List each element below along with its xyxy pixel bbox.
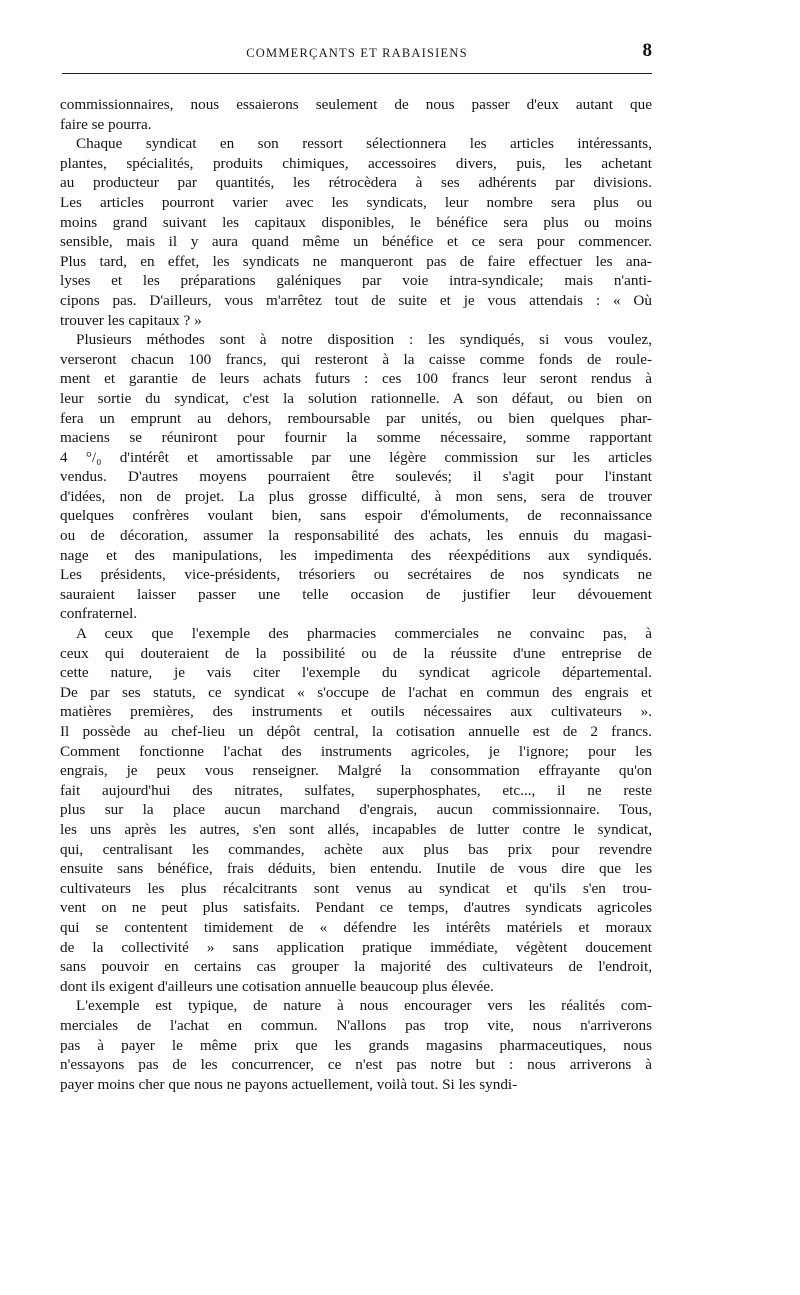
text-line: maciens se réuniront pour fournir la somme nécessaire, somme rapportant (60, 429, 652, 447)
text-line: commissionnaires, nous essaierons seulement de nous passer d'eux autant que (60, 96, 652, 113)
text-line: ceux qui douteraient de la possibilité ou de la réussite d'une entreprise de (60, 644, 652, 662)
text-line: n'essayons pas de les concurrencer, ce n'est pas notre but : nous arriverons à (60, 1056, 652, 1074)
paragraph (60, 996, 652, 1094)
text-line: dont ils exigent d'ailleurs une cotisation annuelle beaucoup plus élevée. (60, 977, 494, 995)
text-line: verseront chacun 100 francs, qui resteront à la caisse comme fonds de roule- (60, 350, 652, 368)
text-line: payer moins cher que nous ne payons actuellement, voilà tout. Si les syndi- (60, 1075, 518, 1093)
text-line: faire se pourra. (60, 115, 152, 133)
header-rule (62, 73, 652, 74)
text-line: De par ses statuts, ce syndicat « s'occupe de l'achat en commun des engrais et (60, 683, 652, 701)
text-line: L'exemple est typique, de nature à nous encourager vers les réalités com- (76, 997, 652, 1015)
text-line: pas à payer le même prix que les grands magasins pharmaceutiques, nous (60, 1036, 652, 1054)
text-line: trouver les capitaux ? » (60, 311, 202, 329)
text-line: vendus. D'autres moyens pourraient être soulevés; il s'agit pour l'instant (60, 468, 652, 486)
text-line: Il possède au chef-lieu un dépôt central, la cotisation annuelle est de 2 francs. (60, 723, 652, 740)
text-line: Les présidents, vice-présidents, trésoriers ou secrétaires de nos syndicats ne (60, 566, 652, 584)
text-line: les uns après les autres, s'en sont allés, incapables de lutter contre le syndicat, (60, 820, 652, 838)
text-line: nage et des manipulations, les impedimenta des réexpéditions aux syndiqués. (60, 546, 652, 564)
text-line: au producteur par quantités, les rétrocèdera à ses adhérents par divisions. (60, 174, 652, 192)
text-line: A ceux que l'exemple des pharmacies commerciales ne convainc pas, à (76, 625, 652, 643)
text-line: leur sortie du syndicat, c'est la solution rationnelle. A son défaut, ou bien on (60, 389, 652, 407)
text-line: cultivateurs les plus récalcitrants sont venus au syndicat et qu'ils s'en trou- (60, 879, 652, 897)
text-line: ensuite sans bénéfice, frais déduits, bien entendu. Inutile de vous dire que les (60, 860, 652, 878)
text-line: merciales de l'achat en commun. N'allons pas trop vite, nous n'arriverons (60, 1016, 652, 1034)
text-line: moins grand suivant les capitaux disponibles, le bénéfice sera plus ou moins (60, 213, 652, 231)
text-line: ment et garantie de leurs achats futurs : ces 100 francs leur seront rendus à (60, 370, 652, 388)
text-line: Plusieurs méthodes sont à notre disposition : les syndiqués, si vous voulez, (76, 331, 652, 349)
paragraph (60, 330, 652, 624)
text-line: quelques confrères voulant bien, sans espoir d'émoluments, de reconnaissance (60, 507, 652, 525)
text-line: Comment fonctionne l'achat des instruments agricoles, je l'ignore; pour les (60, 742, 652, 760)
body-text (60, 95, 652, 1094)
text-line: de la collectivité » sans application pratique immédiate, végètent doucement (60, 938, 652, 956)
paragraph (60, 134, 652, 330)
text-line: 4 °/₀ d'intérêt et amortissable par une légère commission sur les articles (60, 448, 652, 466)
running-title: COMMERÇANTS ET RABAISIENS (246, 46, 468, 60)
text-line: d'idées, non de projet. La plus grosse difficulté, à mon sens, sera de trouver (60, 487, 652, 505)
running-head (62, 40, 652, 70)
paragraph (60, 95, 652, 134)
text-line: sauraient laisser passer une telle occasion de justifier leur dévouement (60, 585, 652, 603)
text-line: qui, centralisant les commandes, achète aux plus bas prix pour revendre (60, 840, 652, 858)
text-line: sans pouvoir en certains cas grouper la majorité des cultivateurs de l'endroit, (60, 958, 652, 976)
text-line: Les articles pourront varier avec les syndicats, leur nombre sera plus ou (60, 193, 652, 211)
text-line: sensible, mais il y aura quand même un bénéfice et ce sera pour commencer. (60, 233, 652, 251)
text-line: vent on ne peut plus satisfaits. Pendant ce temps, d'autres syndicats agricoles (60, 899, 652, 917)
text-line: lyses et les préparations galéniques par voie intra-syndicale; mais n'anti- (60, 272, 652, 290)
page-number: 8 (642, 40, 652, 61)
text-line: Plus tard, en effet, les syndicats ne manqueront pas de faire effectuer les ana- (60, 252, 652, 270)
text-line: plantes, spécialités, produits chimiques, accessoires divers, puis, les achetant (60, 154, 652, 172)
text-line: Chaque syndicat en son ressort sélectionnera les articles intéressants, (76, 135, 652, 153)
text-line: plus sur la place aucun marchand d'engrais, aucun commissionnaire. Tous, (60, 801, 652, 819)
text-line: fait aujourd'hui des nitrates, sulfates, superphosphates, etc..., il ne reste (60, 781, 652, 799)
text-line: confraternel. (60, 605, 138, 623)
text-line: fera un emprunt au dehors, remboursable par unités, ou bien quelques phar- (60, 409, 652, 427)
text-line: cipons pas. D'ailleurs, vous m'arrêtez tout de suite et je vous attendais : « Où (60, 291, 652, 309)
text-line: qui se contentent timidement de « défendre les intérêts matériels et moraux (60, 918, 652, 936)
text-line: cette nature, je vais citer l'exemple du syndicat agricole départemental. (60, 664, 652, 682)
paragraph (60, 624, 652, 996)
text-line: engrais, je peux vous renseigner. Malgré la consommation effrayante qu'on (60, 762, 652, 780)
text-line: ou de décoration, assumer la responsabilité des achats, les ennuis du magasi- (60, 527, 652, 545)
text-line: matières premières, des instruments et outils nécessaires aux cultivateurs ». (60, 703, 652, 721)
